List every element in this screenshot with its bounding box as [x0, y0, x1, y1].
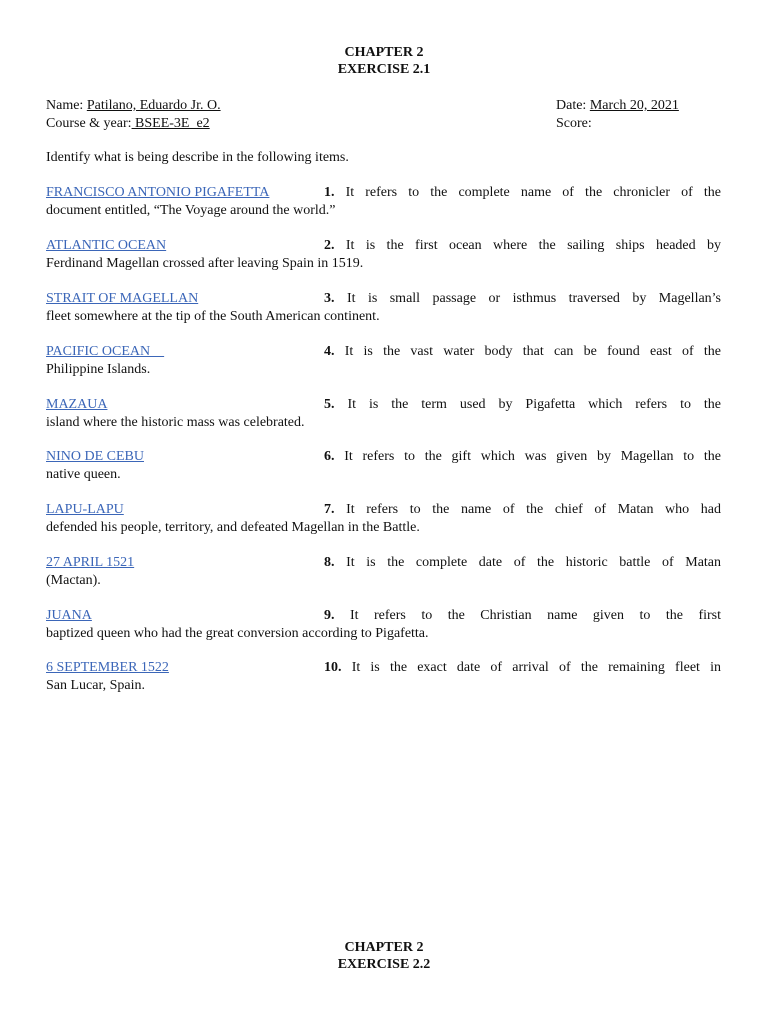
item-description-line2: native queen. — [46, 466, 121, 482]
item-description-line1 — [324, 343, 721, 361]
list-item — [46, 396, 721, 431]
item-first-line — [46, 501, 721, 519]
date-label: Date: — [556, 98, 587, 113]
item-description-line2: island where the historic mass was celebrated. — [46, 414, 305, 430]
item-description-text: It refers to the complete name of the chronicler of the — [345, 185, 722, 200]
list-item — [46, 659, 721, 694]
item-number: 1. — [324, 185, 335, 200]
item-description-text: It is the complete date of the historic battle of Matan — [346, 555, 722, 570]
item-first-line — [46, 343, 721, 361]
list-item — [46, 184, 721, 219]
item-description-line1 — [324, 501, 721, 519]
item-description-line2: baptized queen who had the great conversion according to Pigafetta. — [46, 625, 429, 641]
answer-link[interactable]: NINO DE CEBU — [46, 449, 144, 464]
list-item — [46, 343, 721, 378]
answer-link[interactable]: LAPU-LAPU — [46, 502, 124, 517]
answer-link[interactable]: STRAIT OF MAGELLAN — [46, 291, 199, 306]
item-description-line1 — [324, 396, 721, 414]
list-item — [46, 237, 721, 272]
item-description-line2: (Mactan). — [46, 572, 101, 588]
item-description-line1 — [324, 237, 721, 255]
item-description-line2: Philippine Islands. — [46, 361, 151, 377]
item-number: 2. — [324, 238, 335, 253]
item-number: 10. — [324, 660, 342, 675]
list-item — [46, 290, 721, 325]
item-description-line2: Ferdinand Magellan crossed after leaving Spain in 1519. — [46, 255, 364, 271]
item-description-line1 — [324, 184, 721, 202]
item-first-line — [46, 659, 721, 677]
item-description-text: It refers to the Christian name given to the first — [349, 608, 721, 623]
instruction-text: Identify what is being describe in the following items. — [46, 150, 349, 165]
item-description-line2: defended his people, territory, and defeated Magellan in the Battle. — [46, 519, 420, 535]
exercise-title: EXERCISE 2.1 — [337, 62, 431, 77]
item-description-line2: San Lucar, Spain. — [46, 677, 145, 693]
answer-link[interactable]: FRANCISCO ANTONIO PIGAFETTA — [46, 185, 270, 200]
list-item — [46, 501, 721, 536]
course-score-row — [46, 115, 726, 132]
exercise-heading — [0, 44, 768, 78]
item-description-text: It is the first ocean where the sailing ships headed by — [345, 238, 722, 253]
item-first-line — [46, 237, 721, 255]
list-item — [46, 448, 721, 483]
list-item — [46, 554, 721, 589]
item-first-line — [46, 290, 721, 308]
item-description-text: It is small passage or isthmus traversed by Magellan’s — [346, 291, 722, 306]
item-number: 8. — [324, 555, 335, 570]
course-label: Course & year: — [46, 116, 132, 131]
item-first-line — [46, 554, 721, 572]
item-first-line — [46, 184, 721, 202]
answer-link[interactable]: 27 APRIL 1521 — [46, 555, 135, 570]
name-value: Patilano, Eduardo Jr. O. — [86, 98, 221, 113]
chapter-title: CHAPTER 2 — [344, 45, 424, 60]
item-description-line1 — [324, 448, 721, 466]
answer-link[interactable]: JUANA — [46, 608, 92, 623]
name-date-row — [46, 97, 726, 114]
item-description-text: It is the vast water body that can be found east of the — [344, 344, 721, 359]
item-description-line1 — [324, 554, 721, 572]
answer-link[interactable]: ATLANTIC OCEAN — [46, 238, 167, 253]
score-label: Score: — [556, 116, 592, 131]
next-exercise-heading — [0, 939, 768, 973]
item-description-text: It is the term used by Pigafetta which refers to the — [347, 397, 722, 412]
item-description-line1 — [324, 290, 721, 308]
name-label: Name: — [46, 98, 84, 113]
item-description-text: It refers to the gift which was given by Magellan to the — [344, 449, 721, 464]
item-description-text: It refers to the name of the chief of Matan who had — [346, 502, 721, 517]
item-number: 5. — [324, 397, 335, 412]
course-value: BSEE-3E e2 — [131, 116, 210, 131]
item-number: 7. — [324, 502, 335, 517]
item-first-line — [46, 396, 721, 414]
item-number: 6. — [324, 449, 335, 464]
item-number: 4. — [324, 344, 335, 359]
item-number: 9. — [324, 608, 335, 623]
item-description-line1 — [324, 607, 721, 625]
next-exercise-title: EXERCISE 2.2 — [337, 957, 431, 972]
item-first-line — [46, 607, 721, 625]
item-description-line2: fleet somewhere at the tip of the South American continent. — [46, 308, 380, 324]
item-description-line1 — [324, 659, 721, 677]
list-item — [46, 607, 721, 642]
answer-link[interactable]: PACIFIC OCEAN — [46, 344, 165, 359]
next-chapter-title: CHAPTER 2 — [344, 940, 424, 955]
answer-link[interactable]: 6 SEPTEMBER 1522 — [46, 660, 169, 675]
date-value: March 20, 2021 — [589, 98, 679, 113]
item-first-line — [46, 448, 721, 466]
item-description-text: It is the exact date of arrival of the remaining fleet in — [351, 660, 721, 675]
answer-link[interactable]: MAZAUA — [46, 397, 108, 412]
item-description-line2: document entitled, “The Voyage around the world.” — [46, 202, 336, 218]
item-number: 3. — [324, 291, 335, 306]
